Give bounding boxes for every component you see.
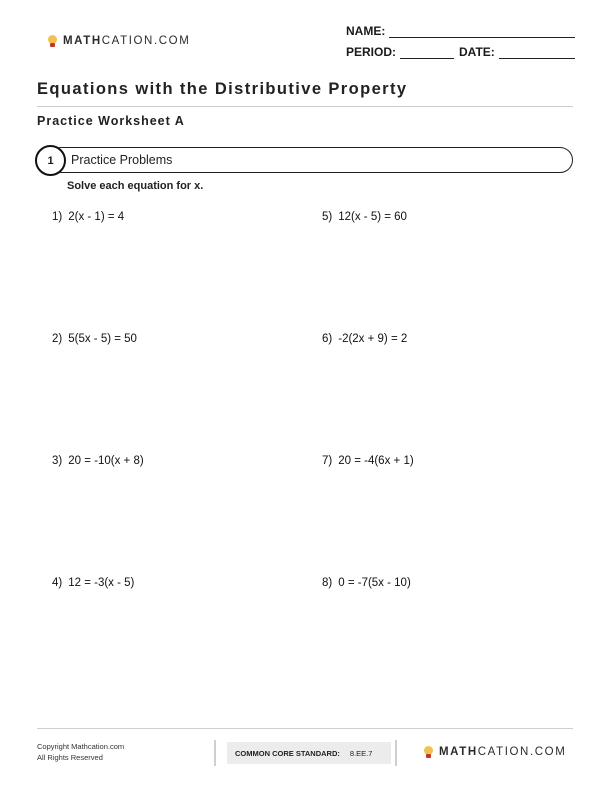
problem-equation: 12(x - 5) = 60 (338, 211, 407, 223)
instructions: Solve each equation for x. (67, 180, 204, 192)
problem-2 (52, 333, 137, 345)
problem-5 (322, 211, 407, 223)
problem-1 (52, 211, 124, 223)
name-field (346, 24, 575, 38)
problem-number: 3) (52, 455, 63, 467)
standard-code: 8.EE.7 (349, 748, 373, 758)
logo-text: MATHCATION.COM (439, 746, 567, 758)
date-line (499, 46, 575, 59)
problem-number: 2) (52, 333, 63, 345)
problem-4 (52, 577, 134, 589)
section-number-badge: 1 (35, 145, 66, 176)
period-field (346, 45, 454, 59)
section-label: Practice Problems (71, 153, 173, 167)
name-line (389, 25, 575, 38)
problem-equation: 20 = -10(x + 8) (68, 455, 144, 467)
lightbulb-icon (424, 746, 433, 758)
rights-text: All Rights Reserved (37, 753, 103, 762)
problem-number: 8) (322, 577, 333, 589)
footer-logo (424, 746, 566, 758)
footer-divider-left (214, 740, 216, 766)
copyright-text: Copyright Mathcation.com (37, 742, 125, 751)
problem-number: 5) (322, 211, 333, 223)
problem-number: 4) (52, 577, 63, 589)
problem-8 (322, 577, 411, 589)
page-title: Equations with the Distributive Property (37, 80, 408, 98)
problem-equation: 12 = -3(x - 5) (68, 577, 135, 589)
period-line (400, 46, 454, 59)
problem-6 (322, 333, 407, 345)
problem-number: 1) (52, 211, 63, 223)
period-label: PERIOD: (346, 45, 397, 59)
problem-number: 6) (322, 333, 333, 345)
name-label: NAME: (346, 24, 386, 38)
standard-label: COMMON CORE STANDARD: (235, 748, 340, 758)
problem-3 (52, 455, 144, 467)
problem-number: 7) (322, 455, 333, 467)
footer-divider-right (395, 740, 397, 766)
problem-equation: 20 = -4(6x + 1) (338, 455, 414, 467)
date-field (459, 45, 575, 59)
problem-equation: -2(2x + 9) = 2 (338, 333, 408, 345)
problem-equation: 2(x - 1) = 4 (68, 211, 125, 223)
problem-equation: 0 = -7(5x - 10) (338, 577, 411, 589)
title-divider (37, 106, 573, 107)
page-subtitle: Practice Worksheet A (37, 114, 185, 128)
copyright-block (37, 741, 124, 763)
lightbulb-icon (48, 35, 57, 47)
problem-7 (322, 455, 414, 467)
header-logo (48, 35, 190, 47)
footer-divider (37, 728, 573, 729)
standard-box (227, 742, 391, 764)
logo-text: MATHCATION.COM (63, 35, 191, 47)
problem-equation: 5(5x - 5) = 50 (68, 333, 137, 345)
date-label: DATE: (459, 45, 495, 59)
